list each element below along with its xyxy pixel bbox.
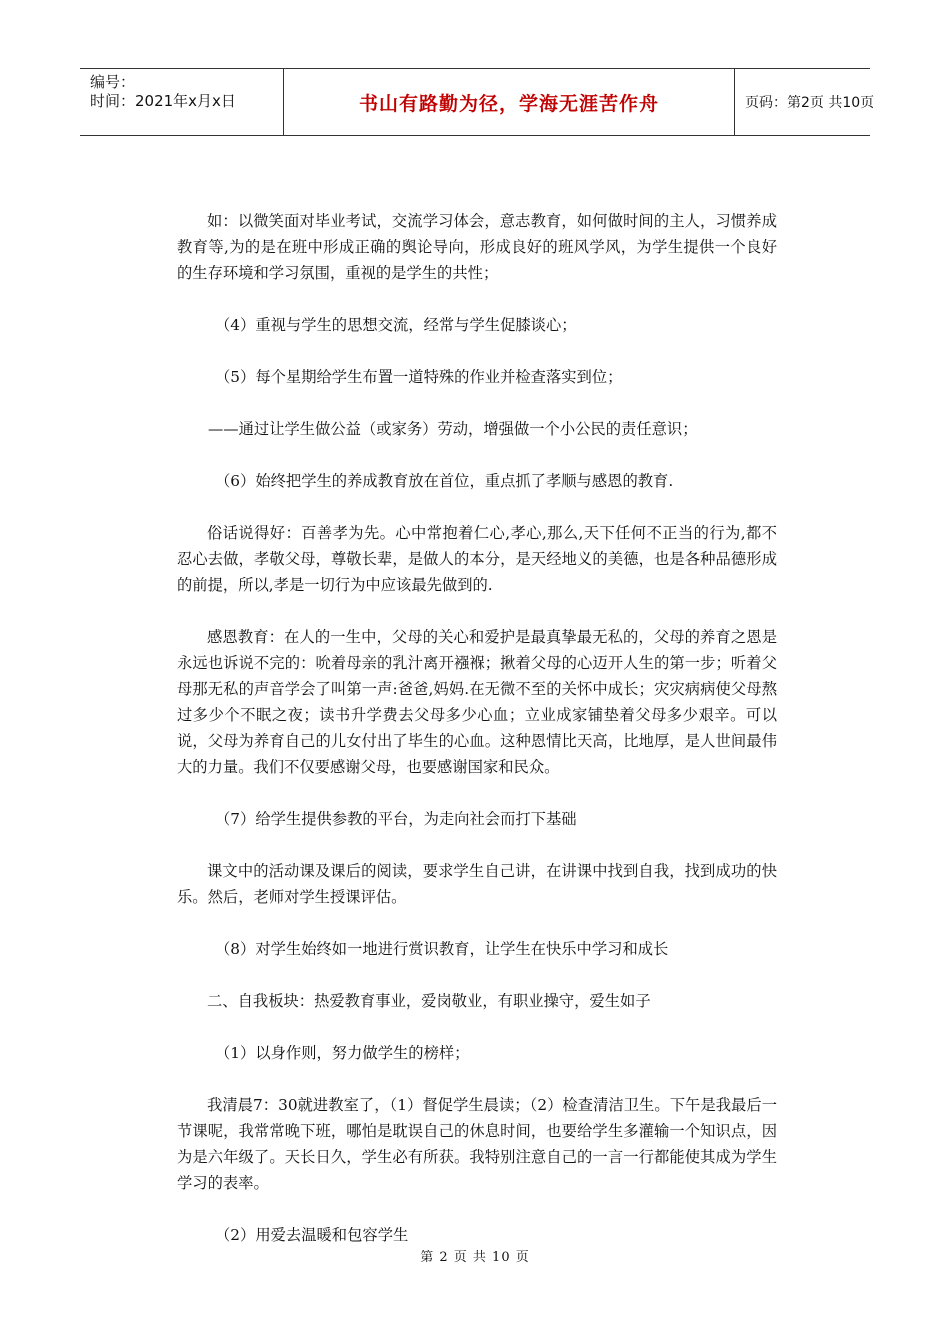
list-item: （4）重视与学生的思想交流，经常与学生促膝谈心； (215, 316, 577, 334)
page-header (80, 68, 875, 136)
header-page-info: 页码：第2页 共10页 (745, 95, 875, 111)
list-item: （7）给学生提供参教的平台，为走向社会而打下基础 (215, 810, 577, 828)
header-motto: 书山有路勤为径，学海无涯苦作舟 (358, 92, 659, 115)
section-heading: 二、自我板块：热爱教育事业，爱岗敬业，有职业操守，爱生如子 (207, 992, 651, 1010)
header-meta (80, 69, 283, 135)
paragraph: 感恩教育：在人的一生中，父母的关心和爱护是最真挚最无私的，父母的养育之恩是永远也诉说不完的：吮着母亲的乳汁离开襁褓；揪着父母的心迈开人生的第一步；听着父母那无私的声音学会了叫第一声:爸爸,妈妈.在无微不至的关怀中成长；灾灾病病使父母熬过多少个不眠之夜；读书升学费去父母多少心血；立业成家铺垫着父母多少艰辛。可以说，父母为养育自己的儿女付出了毕生的心血。这种恩情比天高，比地厚，是人世间最伟大的力量。我们不仅要感谢父母，也要感谢国家和民众。 (177, 628, 777, 776)
document-date: 时间：2021年x月x日 (90, 92, 236, 110)
paragraph: 俗话说得好：百善孝为先。心中常抱着仁心,孝心,那么,天下任何不正当的行为,都不忍心去做，孝敬父母，尊敬长辈，是做人的本分，是天经地义的美德，也是各种品德形成的前提，所以,孝是一切行为中应该最先做到的. (177, 524, 777, 594)
list-item: （1）以身作则，努力做学生的榜样； (215, 1044, 470, 1062)
list-item: （2）用爱去温暖和包容学生 (215, 1226, 409, 1244)
list-item: （6）始终把学生的养成教育放在首位，重点抓了孝顺与感恩的教育. (215, 472, 674, 490)
paragraph: 如：以微笑面对毕业考试，交流学习体会，意志教育，如何做时间的主人，习惯养成教育等,为的是在班中形成正确的舆论导向，形成良好的班风学风，为学生提供一个良好的生存环境和学习氛围，重视的是学生的共性； (177, 212, 777, 282)
document-body (177, 208, 777, 1248)
paragraph: 课文中的活动课及课后的阅读，要求学生自己讲，在讲课中找到自我，找到成功的快乐。然后，老师对学生授课评估。 (177, 862, 777, 906)
list-item: （5）每个星期给学生布置一道特殊的作业并检查落实到位； (215, 368, 623, 386)
header-motto-cell (283, 69, 735, 135)
list-item: （8）对学生始终如一地进行赏识教育，让学生在快乐中学习和成长 (215, 940, 669, 958)
page-footer: 第 2 页 共 10 页 (420, 1250, 530, 1265)
paragraph: 我清晨7：30就进教室了，（1）督促学生晨读；（2）检查清洁卫生。下午是我最后一节课呢，我常常晚下班，哪怕是耽误自己的休息时间，也要给学生多灌输一个知识点，因为是六年级了。天长日久，学生必有所获。我特别注意自己的一言一行都能使其成为学生学习的表率。 (177, 1096, 777, 1192)
paragraph: ——通过让学生做公益（或家务）劳动，增强做一个小公民的责任意识； (208, 420, 698, 438)
document-number-label: 编号： (90, 73, 136, 91)
